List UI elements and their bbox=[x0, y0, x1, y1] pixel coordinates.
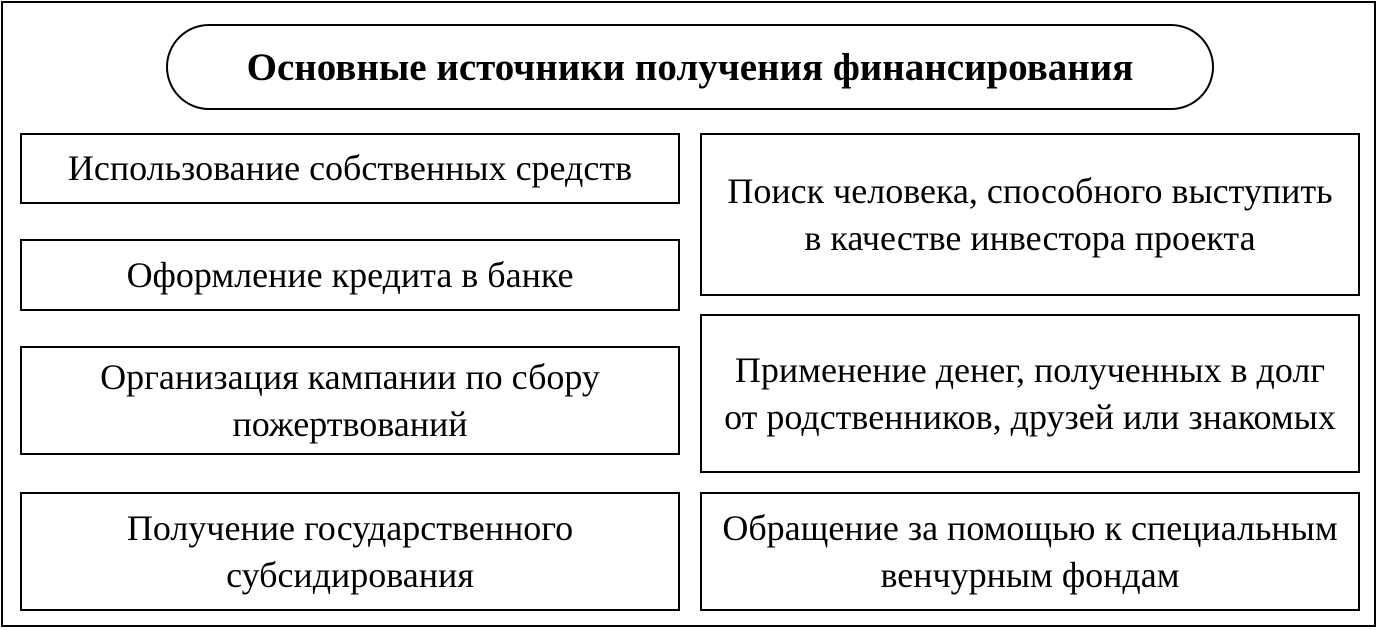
source-label: Получение государственного субсидирования bbox=[126, 507, 574, 595]
source-box-donation-campaign bbox=[20, 346, 680, 455]
source-label: Применение денег, полученных в долг от родственников, друзей или знакомых bbox=[724, 349, 1336, 437]
source-box-investor-search bbox=[700, 133, 1360, 296]
source-label: Организация кампании по сбору пожертвований bbox=[100, 356, 600, 444]
source-label: Обращение за помощью к специальным венчурным фондам bbox=[722, 507, 1338, 595]
source-box-own-funds bbox=[20, 133, 680, 204]
source-box-venture-funds bbox=[700, 492, 1360, 611]
source-box-bank-loan bbox=[20, 239, 680, 311]
diagram-title-box bbox=[166, 24, 1214, 110]
source-label: Оформление кредита в банке bbox=[126, 254, 574, 295]
source-label: Использование собственных средств bbox=[67, 148, 633, 188]
source-box-state-subsidy bbox=[20, 492, 680, 611]
source-box-borrowed-money bbox=[700, 314, 1360, 473]
source-label: Поиск человека, способного выступить в качестве инвестора проекта bbox=[727, 170, 1333, 258]
diagram-title: Основные источники получения финансирования bbox=[246, 45, 1134, 89]
